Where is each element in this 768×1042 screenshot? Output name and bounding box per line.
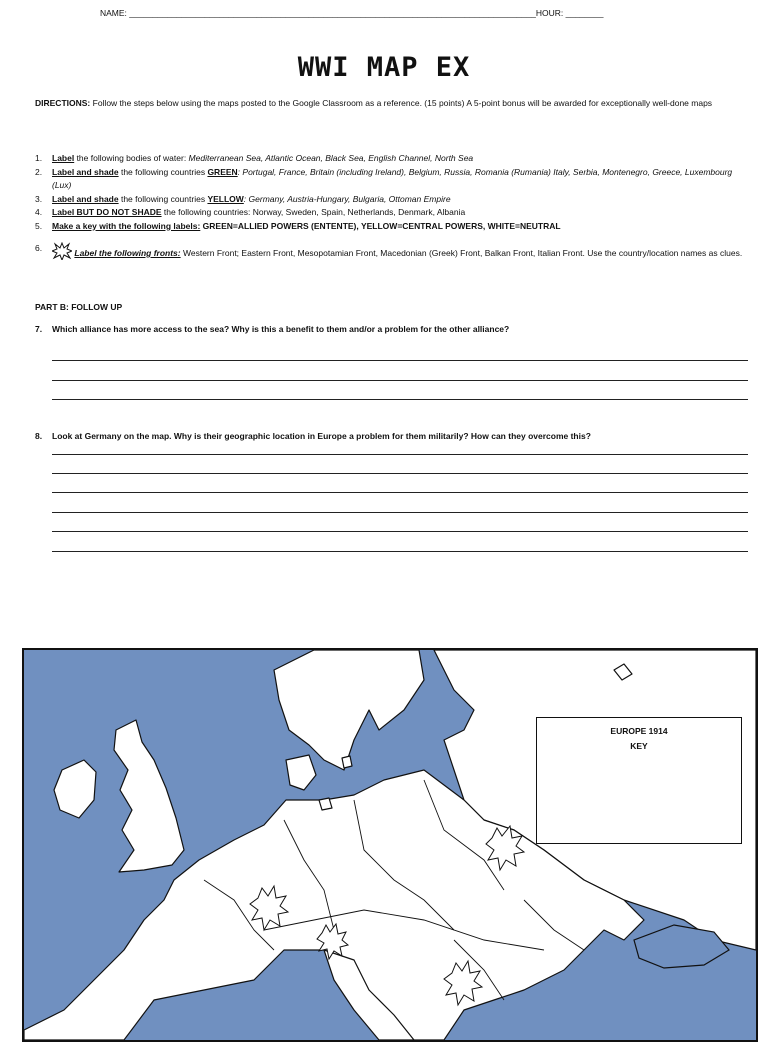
answer-line[interactable]: [52, 473, 748, 474]
step-4: 4. Label BUT DO NOT SHADE the following countries: Norway, Sweden, Spain, Netherlands, Denmark, Albania: [35, 207, 466, 217]
directions-label: DIRECTIONS:: [35, 98, 91, 108]
denmark-shape: [286, 755, 316, 790]
europe-map: [22, 648, 758, 1042]
hour-label: HOUR:: [535, 8, 564, 18]
map-key-title: EUROPE 1914: [610, 726, 668, 736]
ireland-shape: [54, 760, 96, 818]
map-key-box[interactable]: [536, 717, 742, 844]
step-2: 2. Label and shade the following countries GREEN: Portugal, France, Britain (including Ireland), Belgium, Russia, Romania (Rumania) Italy, Serbia, Montenegro, Greece, Luxembourg (Lux): [35, 166, 733, 190]
step-1: 1. Label the following bodies of water: Mediterranean Sea, Atlantic Ocean, Black Sea, English Channel, North Sea: [35, 153, 474, 163]
scandinavia-shape: [274, 650, 424, 770]
question-8: 8. Look at Germany on the map. Why is their geographic location in Europe a problem for them militarily? How can they overcome this?: [35, 431, 591, 441]
directions: [35, 96, 745, 110]
name-label: NAME:: [100, 8, 127, 18]
question-7: 7. Which alliance has more access to the sea? Why is this a benefit to them and/or a problem for the other alliance?: [35, 324, 510, 334]
answer-line[interactable]: [52, 512, 748, 513]
answer-line[interactable]: [52, 551, 748, 552]
step-6: 6. Label the following fronts: Western Front; Eastern Front, Mesopotamian Front, Macedonian (Greek) Front, Balkan Front, Italian Front. Use the country/location names as clues.: [35, 243, 743, 258]
answer-line[interactable]: [52, 399, 748, 400]
page-title: WWI MAP EX: [297, 52, 471, 83]
part-b-heading: PART B: FOLLOW UP: [35, 302, 123, 312]
map-key-subtitle: KEY: [630, 741, 648, 751]
answer-line[interactable]: [52, 531, 748, 532]
britain-shape: [114, 720, 184, 872]
answer-line[interactable]: [52, 360, 748, 361]
hour-blank[interactable]: ________: [565, 8, 604, 18]
name-hour-line: [100, 8, 603, 18]
directions-text: Follow the steps below using the maps posted to the Google Classroom as a reference. (15 points) A 5-point bonus will be awarded for exceptionally well-done maps: [92, 98, 713, 108]
answer-line[interactable]: [52, 454, 748, 455]
answer-line[interactable]: [52, 492, 748, 493]
europe-map-drawing: [24, 650, 756, 1040]
name-blank[interactable]: ______________________________________________________________________________________: [129, 8, 536, 18]
steps-list: [35, 152, 750, 261]
step-3: 3. Label and shade the following countries YELLOW: Germany, Austria-Hungary, Bulgaria, Ottoman Empire: [35, 193, 451, 204]
answer-line[interactable]: [52, 380, 748, 381]
explosion-icon: [52, 242, 72, 260]
step-5: 5. Make a key with the following labels: GREEN=ALLIED POWERS (ENTENTE), YELLOW=CENTRAL POWERS, WHITE=NEUTRAL: [35, 220, 561, 231]
